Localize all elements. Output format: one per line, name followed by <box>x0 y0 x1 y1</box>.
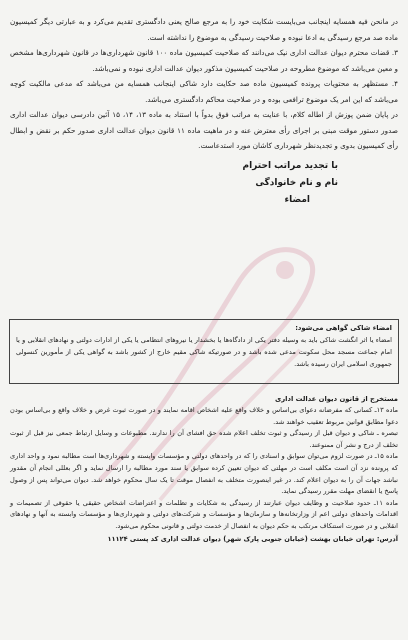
law-excerpt <box>10 393 398 633</box>
section-title: مستخرج از قانون دیوان عدالت اداری <box>275 395 398 403</box>
paragraph: در پایان ضمن پوزش از اطاله کلام، با عنایت به مراتب فوق بدواً با استناد به ماده ۱۳، ۱۴، ۱۵ آئین دادرسی دیوان عدالت اداری صدور دستور موقت مبنی بر اجرای رأی معترض عنه و در ماهیت ماده ۱۱ قانون دیوان عدالت اداری صدور حکم بر نقض و ابطال رأی کمیسیون بدوی و تجدیدنظر شهرداری کاشان مورد استدعاست. <box>10 110 399 150</box>
signature-sign-label: امضاء <box>284 194 310 205</box>
law-paragraph: ماده ۱۱ـ حدود صلاحیت و وظایف دیوان عبارتند از رسیدگی به شکایات و تظلمات و اعتراضات اشخاص حقیقی یا حقوقی از تصمیمات و اقدامات واحدهای دولتی اعم از وزارتخانه‌ها و سازمان‌ها و مؤسسات و شرکت‌های دولتی و شهرداری‌ها و مؤسسات وابسته به آنها و نهادهای انقلابی و در صورت استنکاف مرتکب به حکم دیوان به انفصال از خدمت دولتی و قانونی محکوم می‌شود. <box>10 498 398 530</box>
law-paragraph: تبصره ـ شاکی و دیوان قبل از رسیدگی و ثبوت تخلف اعلام شده حق افشای آن را ندارند. مطبوعات و وسایل ارتباط جمعی نیز قبل از ثبوت تخلف از درج و نشر آن ممنوعند. <box>10 429 398 449</box>
signature-name-line: نام و نام خانوادگی <box>255 177 338 188</box>
paragraph: ۴. مستظهر به محتویات پرونده کمیسیون ماده صد حکایت دارد شاکی اینجانب همسایه من می‌باشد که مدعی مالکیت کوچه می‌باشد که این امر یک موضوع ترافعی بوده و در صلاحیت محاکم دادگستری می‌باشد. <box>10 79 398 104</box>
paragraph: ۳. قضات محترم دیوان عدالت اداری نیک می‌دانند که صلاحیت کمیسیون ماده ۱۰۰ قانون شهرداری‌ها در قانون شهرداری‌ها مشخص و معین می‌باشد که موضوع مطروحه در صلاحیت کمیسیون مذکور دیوان عدالت اداری نبوده و نمی‌باشد. <box>10 48 398 73</box>
court-address: آدرس: تهران خیابان بهشت (خیابان جنوبی پارک شهر) دیوان عدالت اداری کد پستی ۱۱۱۲۴ <box>107 534 398 543</box>
law-paragraph: ماده ۱۳ـ کسانی که مفرضانه دعوای بی‌اساس و خلاف واقع علیه اشخاص اقامه نمایند و در صورت ثبوت غرض و خلاف واقع و بی‌اساس بودن دعوا مطابق قوانین مربوط تعقیب خواهند شد. <box>10 406 398 426</box>
witness-text: امضاء یا اثر انگشت شاکی باید به وسیله دفتر یکی از دادگاه‌ها یا بخشدار یا نیروهای انتظامی یا یکی از ادارات دولتی و نهادهای انقلابی و یا امام جماعت مسجد محل سکونت مدعی شده باشد و در صورتیکه شاکی مقیم خارج از کشور باشد به گواهی یکی از مأمورین کنسولی جمهوری اسلامی ایران رسیده باشد. <box>16 336 392 368</box>
signature-block <box>10 158 398 209</box>
law-paragraph: ماده ۱۵ـ در صورت لزوم می‌توان سوابق و اسنادی را که در واحدهای دولتی و مؤسسات وابسته و شهرداری‌ها است مطالبه نمود و واحد اداری که پرونده نزد آن است مکلف است در مهلتی که دیوان تعیین کرده سوابق یا سند مورد مطالبه را ارسال نماید و اگر بعللی انجام آن مقدور نباشد جهات آن را به دیوان اعلام کند. در غیر اینصورت متخلف به انفصال موقت تا یک سال محکوم خواهد شد. دیوان می‌تواند پس از وصول پاسخ یا انقضای مهلت مقرر رسیدگی نماید. <box>10 452 398 496</box>
signature-greeting: با تجدید مراتب احترام <box>242 160 338 171</box>
witness-title: امضاء شاکی گواهی می‌شود: <box>295 324 392 332</box>
witness-box <box>9 319 399 384</box>
paragraph: در مانحن فیه همسایه اینجانب می‌بایست شکایت خود را به مرجع صالح یعنی دادگستری تقدیم می‌کرد و به عبارتی دیگر کمیسیون ماده صد مرجع رسیدگی به ادعا نبوده و صلاحیت رسیدگی به موضوع را نداشته است. <box>10 17 398 42</box>
petition-body <box>10 14 398 304</box>
